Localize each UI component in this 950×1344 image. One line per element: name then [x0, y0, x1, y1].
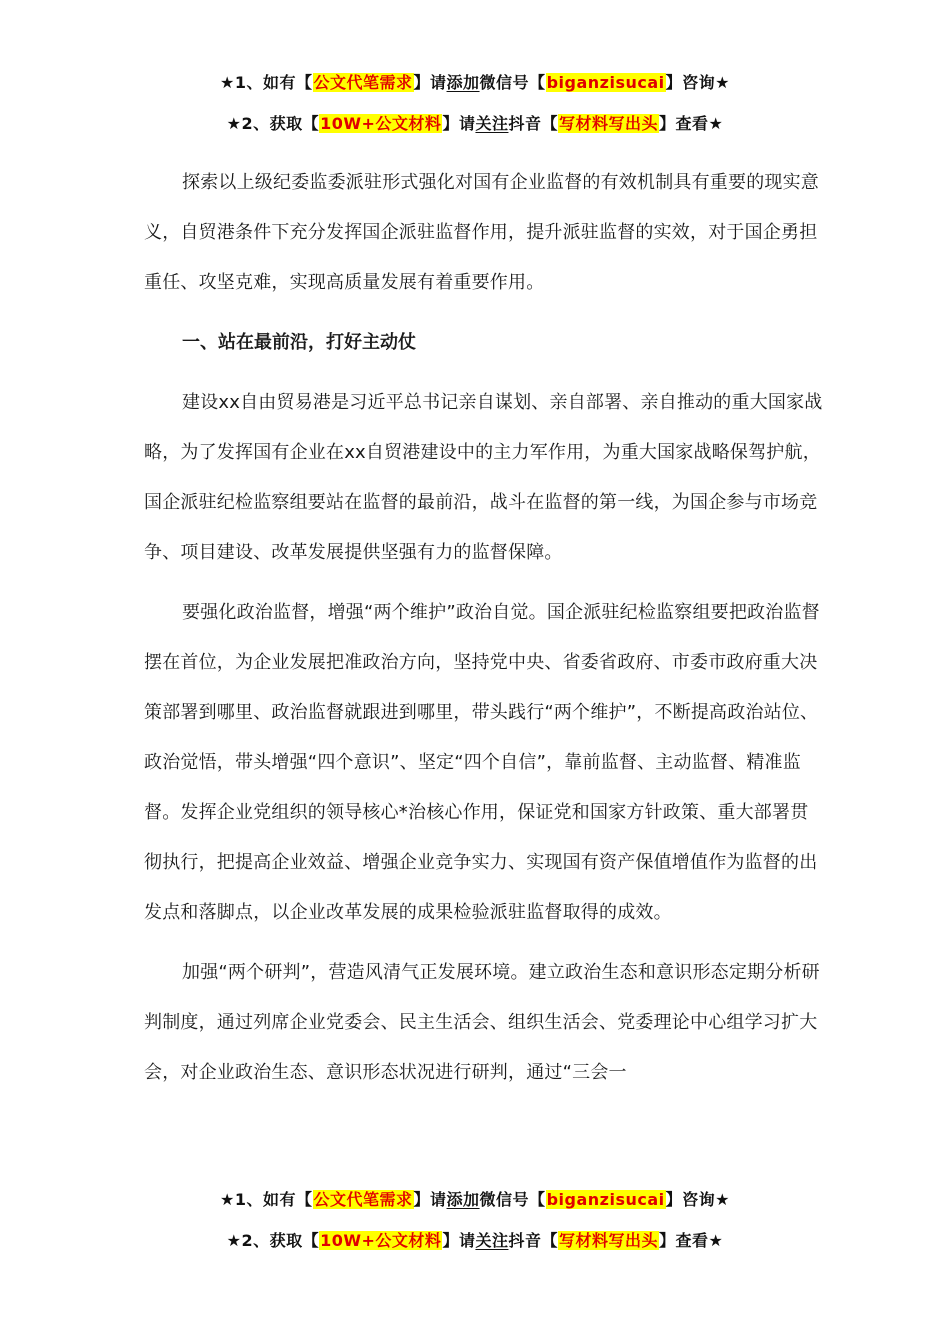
- highlight-service: 公文代笔需求: [313, 1190, 413, 1209]
- star-icon: ★: [708, 114, 724, 133]
- star-icon: ★: [708, 1231, 724, 1250]
- banner-line-1: [0, 70, 950, 93]
- highlight-douyin-id: 写材料写出头: [558, 114, 658, 133]
- banner-line-2: [0, 111, 950, 134]
- underlined-add: 添加: [446, 1190, 480, 1209]
- footer-banner-line-2: [0, 1228, 950, 1251]
- banner-text: 】请: [442, 114, 476, 133]
- highlight-douyin-id: 写材料写出头: [558, 1231, 658, 1250]
- highlight-wechat-id: biganzisucai: [546, 1190, 665, 1209]
- banner-text: 】查看: [659, 1231, 709, 1250]
- banner-text: 】咨询: [665, 73, 716, 92]
- footer-banner-line-1: [0, 1187, 950, 1210]
- star-icon: ★: [715, 1190, 730, 1209]
- banner-text: 抖音【: [508, 114, 558, 133]
- banner-text: 2、获取【: [241, 1231, 320, 1250]
- banner-text: 1、如有【: [234, 73, 313, 92]
- highlight-service: 公文代笔需求: [313, 73, 413, 92]
- highlight-wechat-id: biganzisucai: [546, 73, 665, 92]
- banner-text: 2、获取【: [241, 114, 320, 133]
- banner-text: 微信号【: [479, 73, 546, 92]
- paragraph-2: 要强化政治监督，增强“两个维护”政治自觉。国企派驻纪检监察组要把政治监督摆在首位，为企业发展把准政治方向，坚持党中央、省委省政府、市委市政府重大决策部署到哪里、政治监督就跟进到哪里，带头践行“两个维护”，不断提高政治站位、政治觉悟，带头增强“四个意识”、坚定“四个自信”，靠前监督、主动监督、精准监督。发挥企业党组织的领导核心*治核心作用，保证党和国家方针政策、重大部署贯彻执行，把提高企业效益、增强企业竞争实力、实现国有资产保值增值作为监督的出发点和落脚点，以企业改革发展的成果检验派驻监督取得的成效。: [144, 602, 820, 923]
- highlight-materials: 10W+公文材料: [320, 114, 442, 133]
- banner-text: 1、如有【: [234, 1190, 313, 1209]
- underlined-add: 添加: [446, 73, 480, 92]
- banner-text: 抖音【: [508, 1231, 558, 1250]
- banner-text: 】请: [413, 1190, 447, 1209]
- paragraph-3: 加强“两个研判”，营造风清气正发展环境。建立政治生态和意识形态定期分析研判制度，通过列席企业党委会、民主生活会、组织生活会、党委理论中心组学习扩大会，对企业政治生态、意识形态状况进行研判，通过“三会一: [144, 962, 820, 1083]
- banner-text: 】查看: [659, 114, 709, 133]
- highlight-materials: 10W+公文材料: [320, 1231, 442, 1250]
- document-body: [144, 158, 824, 1108]
- section-heading-1: 一、站在最前沿，打好主动仗: [182, 332, 416, 353]
- star-icon: ★: [226, 114, 242, 133]
- underlined-follow: 关注: [475, 1231, 509, 1250]
- banner-text: 微信号【: [479, 1190, 546, 1209]
- star-icon: ★: [226, 1231, 242, 1250]
- underlined-follow: 关注: [475, 114, 509, 133]
- banner-text: 】咨询: [665, 1190, 716, 1209]
- star-icon: ★: [715, 73, 730, 92]
- star-icon: ★: [220, 73, 235, 92]
- star-icon: ★: [220, 1190, 235, 1209]
- paragraph-1: 建设xx自由贸易港是习近平总书记亲自谋划、亲自部署、亲自推动的重大国家战略，为了发挥国有企业在xx自贸港建设中的主力军作用，为重大国家战略保驾护航，国企派驻纪检监察组要站在监督的最前沿，战斗在监督的第一线，为国企参与市场竞争、项目建设、改革发展提供坚强有力的监督保障。: [144, 392, 823, 563]
- intro-paragraph: 探索以上级纪委监委派驻形式强化对国有企业监督的有效机制具有重要的现实意义，自贸港条件下充分发挥国企派驻监督作用，提升派驻监督的实效，对于国企勇担重任、攻坚克难，实现高质量发展有着重要作用。: [144, 172, 819, 293]
- banner-text: 】请: [413, 73, 447, 92]
- banner-text: 】请: [442, 1231, 476, 1250]
